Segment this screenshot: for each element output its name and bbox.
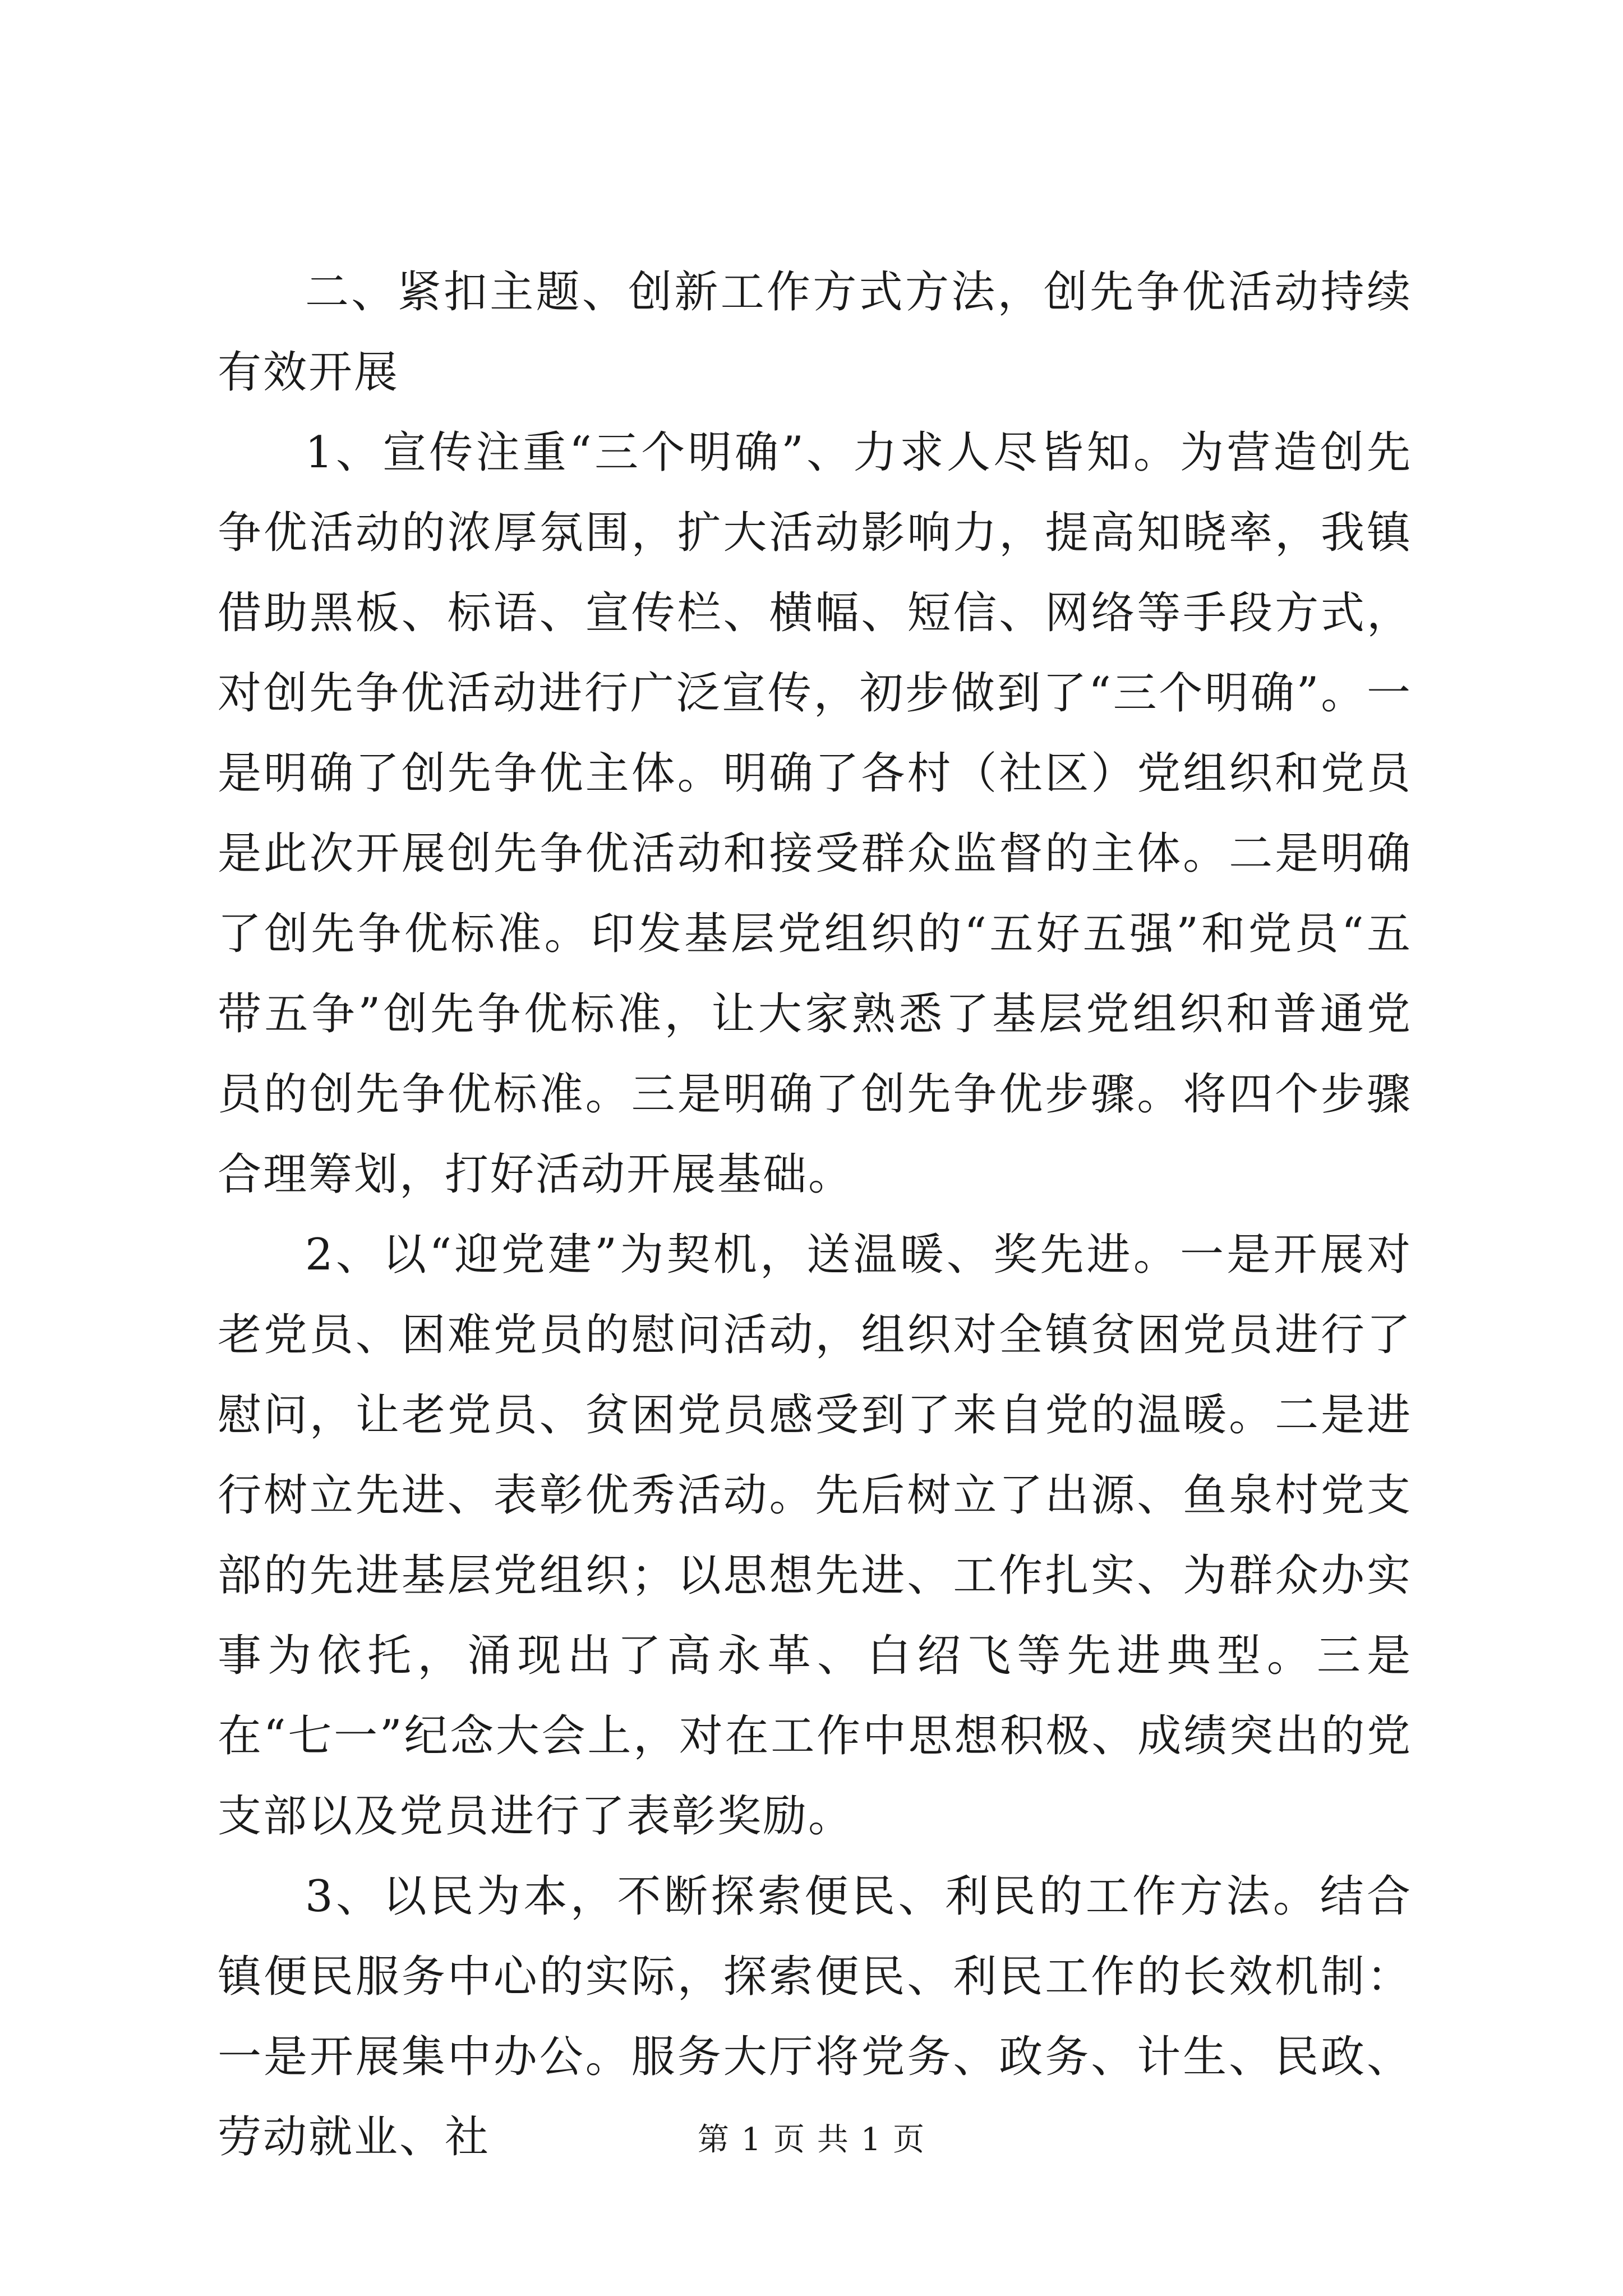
section-heading: 二、紧扣主题、创新工作方式方法，创先争优活动持续有效开展 <box>218 267 1412 398</box>
paragraph-1: 1、宣传注重“三个明确”、力求人尽皆知。为营造创先争优活动的浓厚氛围，扩大活动影响力，提高知晓率，我镇借助黑板、标语、宣传栏、横幅、短信、网络等手段方式，对创先争优活动进行广泛宣传，初步做到了“三个明确”。一是明确了创先争优主体。明确了各村（社区）党组织和党员是此次开展创先争优活动和接受群众监督的主体。二是明确了创先争优标准。印发基层党组织的“五好五强”和党员“五带五争”创先争优标准，让大家熟悉了基层党组织和普通党员的创先争优标准。三是明确了创先争优步骤。将四个步骤合理筹划，打好活动开展基础。 <box>218 427 1412 1200</box>
paragraph-3: 3、以民为本，不断探索便民、利民的工作方法。结合镇便民服务中心的实际，探索便民、利民工作的长效机制：一是开展集中办公。服务大厅将党务、政务、计生、民政、劳动就业、社 <box>218 1871 1412 2162</box>
document-body <box>218 252 1412 2178</box>
paragraph-2: 2、以“迎党建”为契机，送温暖、奖先进。一是开展对老党员、困难党员的慰问活动，组织对全镇贫困党员进行了慰问，让老党员、贫困党员感受到了来自党的温暖。二是进行树立先进、表彰优秀活动。先后树立了出源、鱼泉村党支部的先进基层党组织；以思想先进、工作扎实、为群众办实事为依托，涌现出了高永革、白绍飞等先进典型。三是在“七一”纪念大会上，对在工作中思想积极、成绩突出的党支部以及党员进行了表彰奖励。 <box>218 1230 1412 1842</box>
page-footer: 第 1 页 共 1 页 <box>697 2122 926 2158</box>
